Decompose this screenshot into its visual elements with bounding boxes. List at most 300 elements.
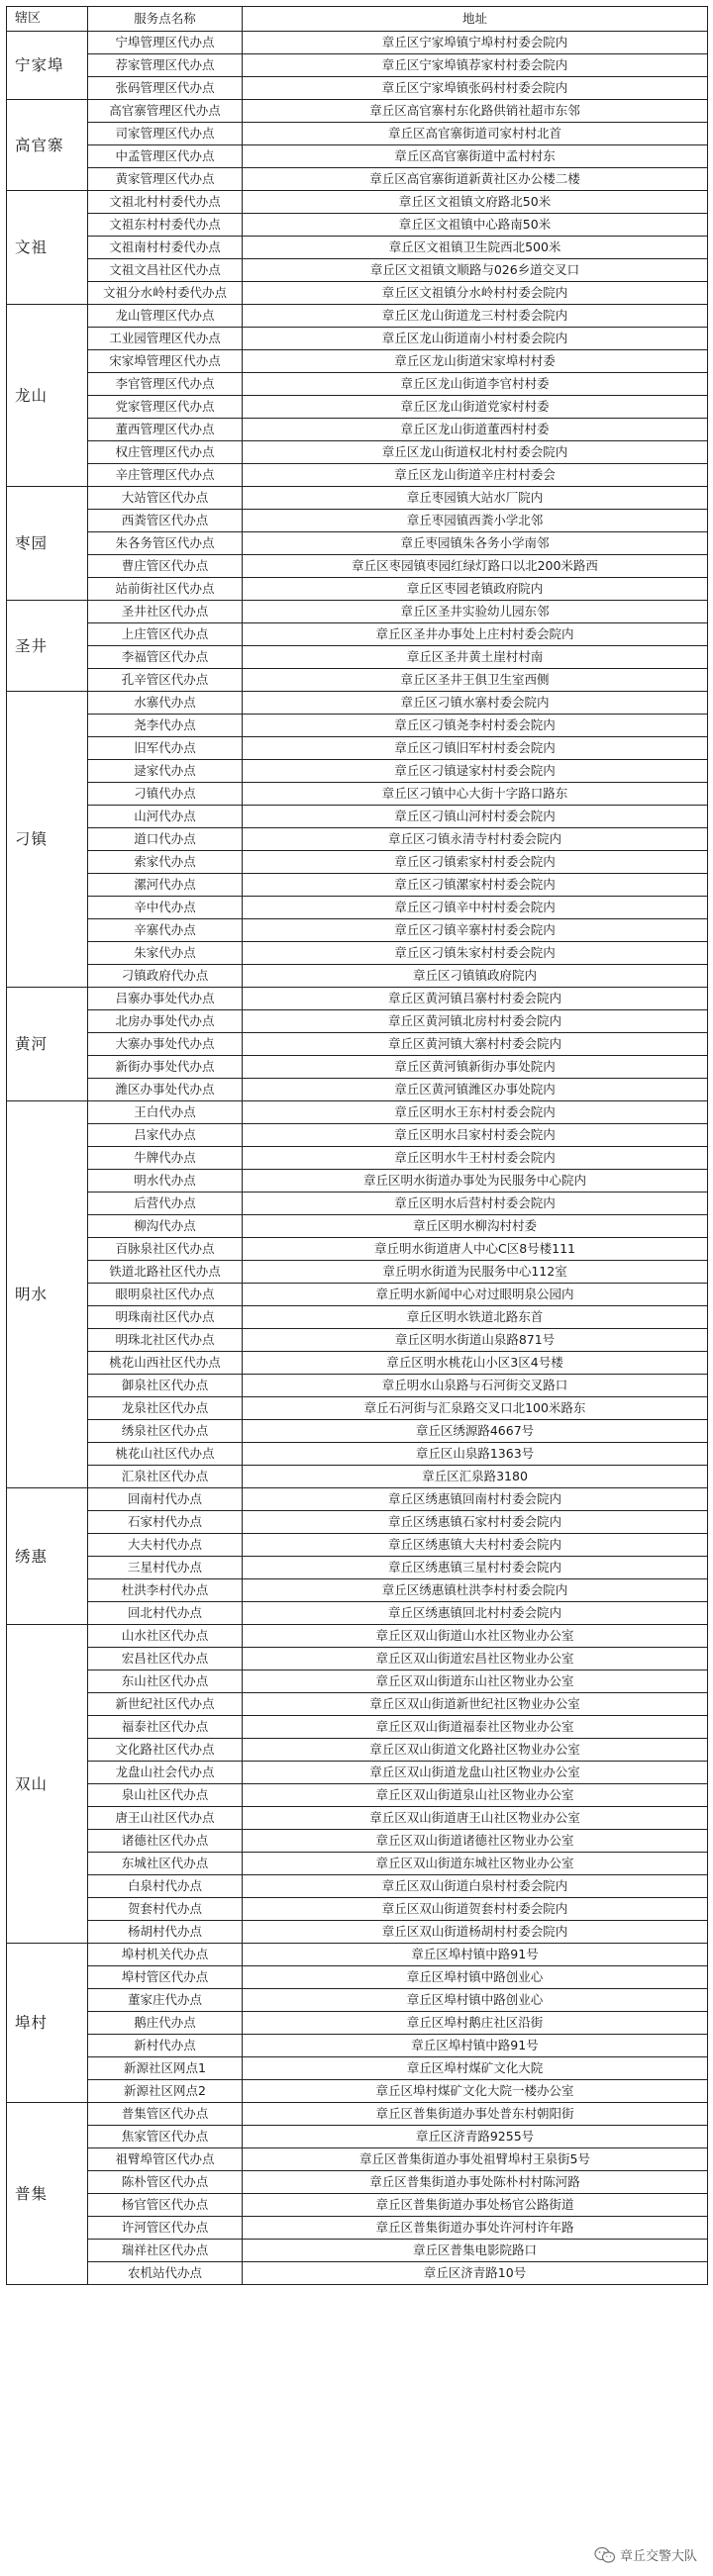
service-point-address: 章丘明水街道为民服务中心112室 (243, 1261, 708, 1284)
service-point-address: 章丘区明水街道办事处为民服务中心院内 (243, 1170, 708, 1193)
service-point-name: 尧李代办点 (88, 715, 243, 737)
table-row (7, 2148, 708, 2171)
service-point-name: 瑞祥社区代办点 (88, 2240, 243, 2262)
table-row (7, 1966, 708, 1989)
service-point-name: 绣泉社区代办点 (88, 1420, 243, 1443)
table-row (7, 419, 708, 441)
table-row (7, 1033, 708, 1056)
service-point-address: 章丘区双山街道龙盘山社区物业办公室 (243, 1762, 708, 1784)
table-row (7, 783, 708, 806)
service-point-address: 章丘区黄河镇北房村村委会院内 (243, 1010, 708, 1033)
service-point-name: 杜洪李村代办点 (88, 1579, 243, 1602)
service-point-address: 章丘区刁镇辛寨村村委会院内 (243, 919, 708, 942)
service-point-name: 桃花山西社区代办点 (88, 1352, 243, 1375)
service-point-name: 工业园管理区代办点 (88, 328, 243, 350)
service-point-address: 章丘区枣园镇枣园红绿灯路口以北200米路西 (243, 555, 708, 578)
table-row (7, 214, 708, 237)
service-point-address: 章丘区绣源路4667号 (243, 1420, 708, 1443)
service-point-name: 白泉村代办点 (88, 1875, 243, 1898)
district-cell: 明水 (7, 1101, 88, 1488)
table-row (7, 1716, 708, 1739)
table-row (7, 897, 708, 919)
table-row (7, 328, 708, 350)
table-row (7, 168, 708, 191)
service-point-address: 章丘区埠村镇中路创业心 (243, 1989, 708, 2012)
service-point-address: 章丘区文祖镇中心路南50米 (243, 214, 708, 237)
table-row (7, 1648, 708, 1670)
district-cell: 黄河 (7, 988, 88, 1101)
service-point-address: 章丘区宁家埠镇张码村村委会院内 (243, 77, 708, 100)
service-point-address: 章丘区明水牛王村村委会院内 (243, 1147, 708, 1170)
service-point-name: 文祖东村村委代办点 (88, 214, 243, 237)
service-point-name: 潍区办事处代办点 (88, 1079, 243, 1101)
service-point-address: 章丘区埠村煤矿文化大院 (243, 2057, 708, 2080)
service-point-name: 明水代办点 (88, 1170, 243, 1193)
service-point-address: 章丘区刁镇水寨村委会院内 (243, 692, 708, 715)
service-point-address: 章丘区明水后营村村委会院内 (243, 1193, 708, 1215)
service-point-address: 章丘区明水柳沟村村委 (243, 1215, 708, 1238)
service-point-address: 章丘区刁镇朱家村村委会院内 (243, 942, 708, 965)
table-row (7, 1898, 708, 1921)
service-point-name: 文祖南村村委代办点 (88, 237, 243, 259)
table-row (7, 464, 708, 487)
district-cell: 枣园 (7, 487, 88, 601)
service-point-address: 章丘区龙山街道宋家埠村村委 (243, 350, 708, 373)
service-point-name: 黄家管理区代办点 (88, 168, 243, 191)
table-row (7, 1534, 708, 1557)
service-point-name: 埠村管区代办点 (88, 1966, 243, 1989)
service-point-address: 章丘区圣井黄土崖村村南 (243, 646, 708, 669)
service-point-address: 章丘区双山街道杨胡村村委会院内 (243, 1921, 708, 1944)
table-row (7, 1807, 708, 1830)
service-point-address: 章丘区埠村煤矿文化大院一楼办公室 (243, 2080, 708, 2103)
table-row (7, 1329, 708, 1352)
service-point-name: 新源社区网点1 (88, 2057, 243, 2080)
service-point-name: 张码管理区代办点 (88, 77, 243, 100)
service-point-name: 山河代办点 (88, 806, 243, 828)
service-point-name: 高官寨管理区代办点 (88, 100, 243, 123)
header-district: 辖区 (7, 7, 88, 32)
service-point-address: 章丘区山泉路1363号 (243, 1443, 708, 1466)
district-cell: 普集 (7, 2103, 88, 2285)
table-row (7, 874, 708, 897)
service-point-address: 章丘区双山街道宏昌社区物业办公室 (243, 1648, 708, 1670)
service-point-name: 旧军代办点 (88, 737, 243, 760)
service-point-address: 章丘区高官寨街道司家村村北首 (243, 123, 708, 145)
table-row (7, 54, 708, 77)
service-point-address: 章丘区普集街道办事处陈朴村村陈河路 (243, 2171, 708, 2194)
service-point-name: 中孟管理区代办点 (88, 145, 243, 168)
table-row (7, 510, 708, 532)
service-point-name: 祖臂埠管区代办点 (88, 2148, 243, 2171)
table-row (7, 2012, 708, 2035)
table-row (7, 2103, 708, 2126)
table-row (7, 237, 708, 259)
service-point-address: 章丘区埠村镇中路创业心 (243, 1966, 708, 1989)
district-cell: 刁镇 (7, 692, 88, 988)
service-point-address: 章丘区高官寨街道新黄社区办公楼二楼 (243, 168, 708, 191)
service-point-name: 山水社区代办点 (88, 1625, 243, 1648)
table-row (7, 1079, 708, 1101)
service-point-name: 龙盘山社会代办点 (88, 1762, 243, 1784)
service-point-name: 三星村代办点 (88, 1557, 243, 1579)
service-point-name: 牛牌代办点 (88, 1147, 243, 1170)
table-row (7, 1875, 708, 1898)
table-row (7, 100, 708, 123)
service-point-address: 章丘区双山街道山水社区物业办公室 (243, 1625, 708, 1648)
table-row (7, 1602, 708, 1625)
table-row (7, 1488, 708, 1511)
service-point-address: 章丘区明水王东村村委会院内 (243, 1101, 708, 1124)
service-point-address: 章丘区黄河镇新街办事处院内 (243, 1056, 708, 1079)
service-point-address: 章丘区刁镇索家村村委会院内 (243, 851, 708, 874)
table-row (7, 77, 708, 100)
district-cell: 宁家埠 (7, 32, 88, 100)
table-row (7, 646, 708, 669)
table-row (7, 487, 708, 510)
table-row (7, 2035, 708, 2057)
service-point-address: 章丘区双山街道唐王山社区物业办公室 (243, 1807, 708, 1830)
service-point-name: 上庄管区代办点 (88, 623, 243, 646)
service-point-name: 北房办事处代办点 (88, 1010, 243, 1033)
service-point-address: 章丘区埠村镇中路91号 (243, 1944, 708, 1966)
service-point-name: 文化路社区代办点 (88, 1739, 243, 1762)
table-row (7, 2194, 708, 2217)
table-body (7, 7, 708, 2285)
service-point-name: 石家村代办点 (88, 1511, 243, 1534)
table-row (7, 692, 708, 715)
service-point-name: 眼明泉社区代办点 (88, 1284, 243, 1306)
service-point-address: 章丘区双山街道文化路社区物业办公室 (243, 1739, 708, 1762)
service-point-address: 章丘区绣惠镇三星村村委会院内 (243, 1557, 708, 1579)
table-row (7, 1352, 708, 1375)
table-row (7, 396, 708, 419)
service-point-address: 章丘区明水桃花山小区3区4号楼 (243, 1352, 708, 1375)
service-point-address: 章丘区双山街道泉山社区物业办公室 (243, 1784, 708, 1807)
service-point-address: 章丘区双山街道福泰社区物业办公室 (243, 1716, 708, 1739)
service-point-address: 章丘区龙山街道辛庄村村委会 (243, 464, 708, 487)
service-point-name: 王白代办点 (88, 1101, 243, 1124)
table-row (7, 669, 708, 692)
service-point-address: 章丘区高官寨街道中孟村村东 (243, 145, 708, 168)
table-row (7, 1944, 708, 1966)
table-row (7, 2171, 708, 2194)
service-point-name: 诸德社区代办点 (88, 1830, 243, 1853)
service-point-address: 章丘区普集街道办事处许河村许年路 (243, 2217, 708, 2240)
service-point-name: 孔辛管区代办点 (88, 669, 243, 692)
service-point-address: 章丘区文祖镇文顺路与026乡道交叉口 (243, 259, 708, 282)
service-point-name: 唐王山社区代办点 (88, 1807, 243, 1830)
service-point-address: 章丘区刁镇山河村村委会院内 (243, 806, 708, 828)
service-point-address: 章丘石河街与汇泉路交叉口北100米路东 (243, 1397, 708, 1420)
table-row (7, 1762, 708, 1784)
service-point-name: 辛寨代办点 (88, 919, 243, 942)
service-point-name: 漯河代办点 (88, 874, 243, 897)
service-point-address: 章丘区绣惠镇大夫村村委会院内 (243, 1534, 708, 1557)
table-row (7, 350, 708, 373)
service-point-address: 章丘区普集街道办事处普东村朝阳街 (243, 2103, 708, 2126)
service-point-address: 章丘区黄河镇吕寨村村委会院内 (243, 988, 708, 1010)
table-row (7, 32, 708, 54)
table-row (7, 1375, 708, 1397)
table-row (7, 1215, 708, 1238)
table-row (7, 1784, 708, 1807)
service-point-address: 章丘区双山街道东城社区物业办公室 (243, 1853, 708, 1875)
service-point-address: 章丘区绣惠镇杜洪李村村委会院内 (243, 1579, 708, 1602)
table-row (7, 601, 708, 623)
table-row (7, 942, 708, 965)
service-point-name: 桃花山社区代办点 (88, 1443, 243, 1466)
service-point-address: 章丘区刁镇镇政府院内 (243, 965, 708, 988)
service-point-name: 大站管区代办点 (88, 487, 243, 510)
table-row (7, 1238, 708, 1261)
table-row (7, 2262, 708, 2285)
table-row (7, 760, 708, 783)
service-point-address: 章丘区刁镇逯家村村委会院内 (243, 760, 708, 783)
service-point-name: 回北村代办点 (88, 1602, 243, 1625)
service-point-name: 文祖分水岭村委代办点 (88, 282, 243, 305)
service-point-address: 章丘区普集街道办事处祖臂埠村王泉街5号 (243, 2148, 708, 2171)
district-cell: 双山 (7, 1625, 88, 1944)
service-point-name: 普集管区代办点 (88, 2103, 243, 2126)
service-point-name: 新世纪社区代办点 (88, 1693, 243, 1716)
service-point-address: 章丘区龙山街道党家村村委 (243, 396, 708, 419)
service-point-name: 文祖北村村委代办点 (88, 191, 243, 214)
service-point-address: 章丘明水新闻中心对过眼明泉公园内 (243, 1284, 708, 1306)
service-point-address: 章丘区明水街道山泉路871号 (243, 1329, 708, 1352)
service-point-address: 章丘区文祖镇分水岭村村委会院内 (243, 282, 708, 305)
service-point-name: 新源社区网点2 (88, 2080, 243, 2103)
table-row (7, 2080, 708, 2103)
service-point-name: 吕寨办事处代办点 (88, 988, 243, 1010)
service-point-address: 章丘区埠村镇中路91号 (243, 2035, 708, 2057)
table-row (7, 1124, 708, 1147)
table-row (7, 1170, 708, 1193)
table-row (7, 191, 708, 214)
table-row (7, 2057, 708, 2080)
district-cell: 绣惠 (7, 1488, 88, 1625)
service-point-address: 章丘区普集街道办事处杨官公路街道 (243, 2194, 708, 2217)
service-point-name: 董家庄代办点 (88, 1989, 243, 2012)
table-row (7, 145, 708, 168)
service-point-name: 大夫村代办点 (88, 1534, 243, 1557)
district-cell: 埠村 (7, 1944, 88, 2103)
table-row (7, 1261, 708, 1284)
service-point-name: 龙泉社区代办点 (88, 1397, 243, 1420)
service-point-name: 西粪管区代办点 (88, 510, 243, 532)
service-point-name: 东山社区代办点 (88, 1670, 243, 1693)
table-row (7, 578, 708, 601)
service-point-name: 后营代办点 (88, 1193, 243, 1215)
service-point-address: 章丘区圣井王俱卫生室西侧 (243, 669, 708, 692)
service-point-name: 朱各务管区代办点 (88, 532, 243, 555)
table-row (7, 282, 708, 305)
watermark-text: 章丘交警大队 (619, 2549, 697, 2564)
service-point-name: 文祖文昌社区代办点 (88, 259, 243, 282)
table-row (7, 123, 708, 145)
service-point-table (6, 6, 708, 2285)
service-point-address: 章丘区黄河镇大寨村村委会院内 (243, 1033, 708, 1056)
service-point-name: 泉山社区代办点 (88, 1784, 243, 1807)
service-point-address: 章丘区刁镇尧李村村委会院内 (243, 715, 708, 737)
service-point-name: 焦家管区代办点 (88, 2126, 243, 2148)
service-point-name: 贺套村代办点 (88, 1898, 243, 1921)
service-point-address: 章丘区龙山街道权北村村委会院内 (243, 441, 708, 464)
district-cell: 圣井 (7, 601, 88, 692)
service-point-address: 章丘明水街道唐人中心C区8号楼111 (243, 1238, 708, 1261)
table-row (7, 1466, 708, 1488)
table-row (7, 1101, 708, 1124)
table-row (7, 806, 708, 828)
service-point-name: 吕家代办点 (88, 1124, 243, 1147)
service-point-name: 明珠南社区代办点 (88, 1306, 243, 1329)
service-point-address: 章丘区龙山街道南小村村委会院内 (243, 328, 708, 350)
service-point-name: 大寨办事处代办点 (88, 1033, 243, 1056)
service-point-address: 章丘区汇泉路3180 (243, 1466, 708, 1488)
service-point-address: 章丘区文祖镇文府路北50米 (243, 191, 708, 214)
table-row (7, 1306, 708, 1329)
service-point-address: 章丘区绣惠镇回北村村委会院内 (243, 1602, 708, 1625)
table-row (7, 441, 708, 464)
table-row (7, 1443, 708, 1466)
service-point-address: 章丘区济青路9255号 (243, 2126, 708, 2148)
service-point-address: 章丘区黄河镇潍区办事处院内 (243, 1079, 708, 1101)
table-row (7, 1010, 708, 1033)
service-point-name: 鹅庄代办点 (88, 2012, 243, 2035)
table-row (7, 1830, 708, 1853)
table-row (7, 1989, 708, 2012)
service-point-address: 章丘区高官寨村东化路供销社超市东邻 (243, 100, 708, 123)
service-point-name: 埠村机关代办点 (88, 1944, 243, 1966)
service-point-name: 回南村代办点 (88, 1488, 243, 1511)
service-point-name: 百脉泉社区代办点 (88, 1238, 243, 1261)
service-point-address: 章丘区宁家埠镇荐家村村委会院内 (243, 54, 708, 77)
service-point-name: 索家代办点 (88, 851, 243, 874)
service-point-name: 杨官管区代办点 (88, 2194, 243, 2217)
service-point-name: 董西管理区代办点 (88, 419, 243, 441)
service-point-name: 水寨代办点 (88, 692, 243, 715)
table-row (7, 715, 708, 737)
service-point-name: 福泰社区代办点 (88, 1716, 243, 1739)
service-point-name: 辛中代办点 (88, 897, 243, 919)
table-row (7, 1670, 708, 1693)
table-header-row (7, 7, 708, 32)
table-row (7, 1579, 708, 1602)
service-point-name: 许河管区代办点 (88, 2217, 243, 2240)
service-point-name: 东城社区代办点 (88, 1853, 243, 1875)
service-point-name: 杨胡村代办点 (88, 1921, 243, 1944)
table-row (7, 555, 708, 578)
table-row (7, 737, 708, 760)
service-point-address: 章丘区龙山街道龙三村村委会院内 (243, 305, 708, 328)
service-point-name: 荐家管理区代办点 (88, 54, 243, 77)
service-point-name: 铁道北路社区代办点 (88, 1261, 243, 1284)
table-row (7, 1921, 708, 1944)
service-point-name: 党家管理区代办点 (88, 396, 243, 419)
table-row (7, 1056, 708, 1079)
service-point-name: 农机站代办点 (88, 2262, 243, 2285)
service-point-address: 章丘区刁镇漯家村村委会院内 (243, 874, 708, 897)
table-row (7, 988, 708, 1010)
table-row (7, 373, 708, 396)
service-point-address: 章丘区圣井办事处上庄村村委会院内 (243, 623, 708, 646)
service-point-name: 宁埠管理区代办点 (88, 32, 243, 54)
service-point-name: 道口代办点 (88, 828, 243, 851)
table-row (7, 965, 708, 988)
header-name: 服务点名称 (88, 7, 243, 32)
table-row (7, 1693, 708, 1716)
service-point-address: 章丘区济青路10号 (243, 2262, 708, 2285)
table-row (7, 1739, 708, 1762)
service-point-name: 权庄管理区代办点 (88, 441, 243, 464)
service-point-address: 章丘枣园镇朱各务小学南邻 (243, 532, 708, 555)
service-point-name: 李福管区代办点 (88, 646, 243, 669)
service-point-address: 章丘区文祖镇卫生院西北500米 (243, 237, 708, 259)
service-point-address: 章丘枣园镇西粪小学北邻 (243, 510, 708, 532)
wechat-icon (594, 2546, 616, 2564)
service-point-address: 章丘区双山街道东山社区物业办公室 (243, 1670, 708, 1693)
service-point-address: 章丘区埠村鹅庄社区沿街 (243, 2012, 708, 2035)
table-row (7, 1284, 708, 1306)
service-point-name: 刁镇代办点 (88, 783, 243, 806)
service-point-address: 章丘区刁镇旧军村村委会院内 (243, 737, 708, 760)
watermark (590, 2543, 701, 2566)
service-point-name: 逯家代办点 (88, 760, 243, 783)
service-point-address: 章丘明水山泉路与石河街交叉路口 (243, 1375, 708, 1397)
service-point-name: 圣井社区代办点 (88, 601, 243, 623)
table-row (7, 1557, 708, 1579)
service-point-name: 刁镇政府代办点 (88, 965, 243, 988)
service-point-address: 章丘区双山街道诸德社区物业办公室 (243, 1830, 708, 1853)
table-row (7, 1625, 708, 1648)
service-point-name: 宋家埠管理区代办点 (88, 350, 243, 373)
district-cell: 高官寨 (7, 100, 88, 191)
service-point-name: 陈朴管区代办点 (88, 2171, 243, 2194)
service-point-address: 章丘区普集电影院路口 (243, 2240, 708, 2262)
service-point-name: 朱家代办点 (88, 942, 243, 965)
table-row (7, 1511, 708, 1534)
service-point-address: 章丘区双山街道白泉村村委会院内 (243, 1875, 708, 1898)
table-row (7, 1397, 708, 1420)
table-row (7, 1193, 708, 1215)
service-point-address: 章丘区刁镇辛中村村委会院内 (243, 897, 708, 919)
service-point-address: 章丘区宁家埠镇宁埠村村委会院内 (243, 32, 708, 54)
service-point-address: 章丘枣园镇大站水厂院内 (243, 487, 708, 510)
service-point-name: 新村代办点 (88, 2035, 243, 2057)
service-point-address: 章丘区圣井实验幼儿园东邻 (243, 601, 708, 623)
service-point-name: 站前街社区代办点 (88, 578, 243, 601)
table-row (7, 305, 708, 328)
service-point-name: 李官管理区代办点 (88, 373, 243, 396)
service-point-name: 辛庄管理区代办点 (88, 464, 243, 487)
service-point-name: 曹庄管区代办点 (88, 555, 243, 578)
service-point-address: 章丘区明水铁道北路东首 (243, 1306, 708, 1329)
service-point-name: 柳沟代办点 (88, 1215, 243, 1238)
service-point-name: 新街办事处代办点 (88, 1056, 243, 1079)
service-point-address: 章丘区龙山街道李官村村委 (243, 373, 708, 396)
table-row (7, 623, 708, 646)
service-point-address: 章丘区枣园老镇政府院内 (243, 578, 708, 601)
table-row (7, 259, 708, 282)
service-point-address: 章丘区绣惠镇石家村村委会院内 (243, 1511, 708, 1534)
header-address: 地址 (243, 7, 708, 32)
service-point-address: 章丘区刁镇中心大街十字路口路东 (243, 783, 708, 806)
table-row (7, 828, 708, 851)
table-row (7, 2240, 708, 2262)
table-row (7, 919, 708, 942)
service-point-address: 章丘区刁镇永清寺村村委会院内 (243, 828, 708, 851)
table-row (7, 1147, 708, 1170)
